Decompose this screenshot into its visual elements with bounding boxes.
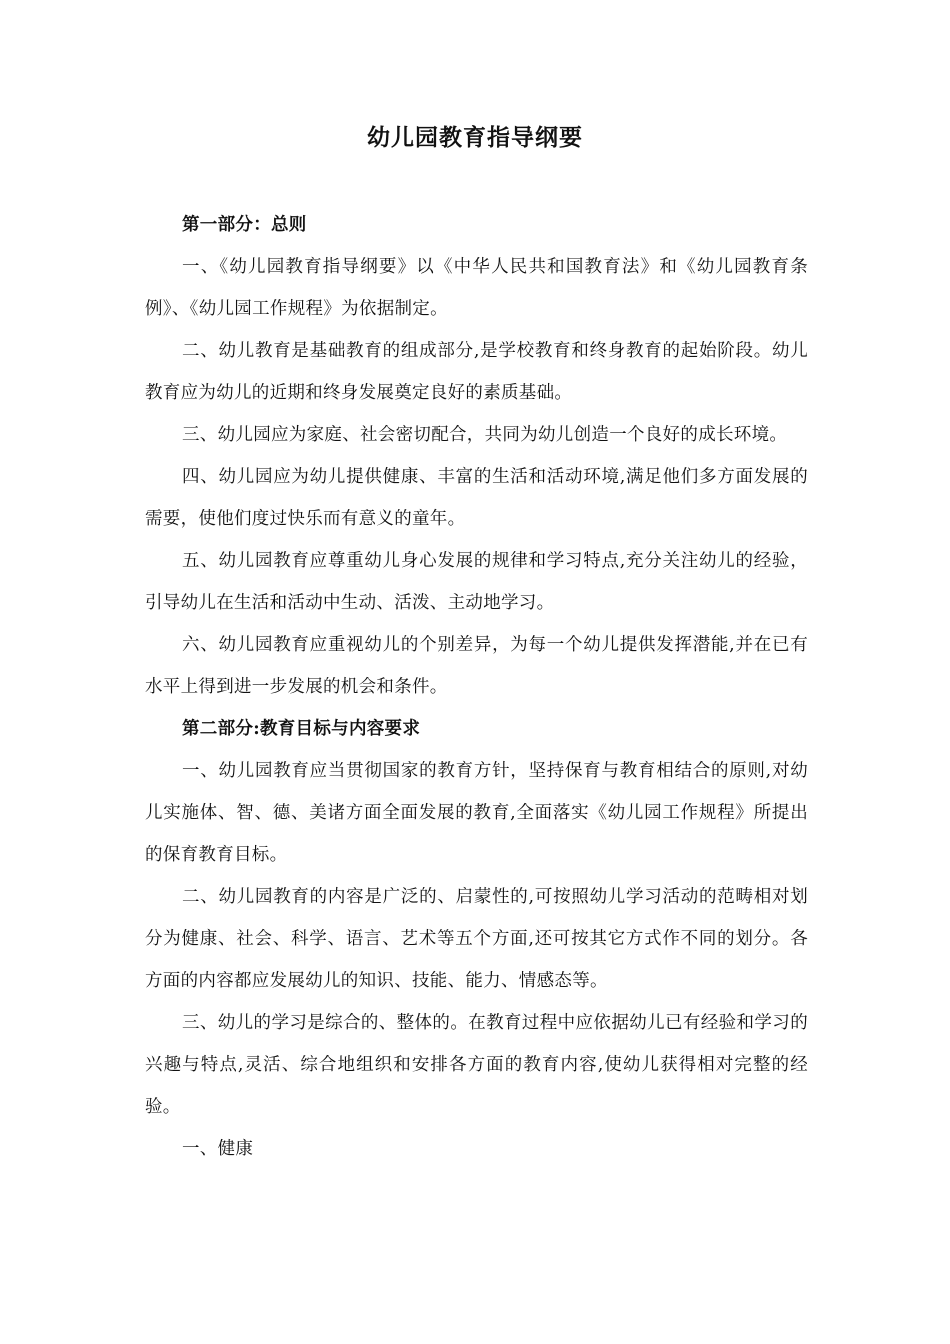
paragraph: 一、幼儿园教育应当贯彻国家的教育方针，坚持保育与教育相结合的原则,对幼儿实施体、智、德、美诸方面全面发展的教育,全面落实《幼儿园工作规程》所提出的保育教育目标。: [145, 761, 808, 865]
paragraph: 三、幼儿园应为家庭、社会密切配合，共同为幼儿创造一个良好的成长环境。: [182, 425, 788, 445]
paragraph: 二、幼儿园教育的内容是广泛的、启蒙性的,可按照幼儿学习活动的范畴相对划分为健康、社会、科学、语言、艺术等五个方面,还可按其它方式作不同的划分。各方面的内容都应发展幼儿的知识、技能、能力、情感态等。: [145, 887, 808, 991]
section-heading-general: 第一部分：总则: [182, 215, 307, 235]
paragraph: 一、健康: [182, 1139, 254, 1159]
paragraph: 三、幼儿的学习是综合的、整体的。在教育过程中应依据幼儿已有经验和学习的兴趣与特点,灵活、综合地组织和安排各方面的教育内容,使幼儿获得相对完整的经验。: [145, 1013, 808, 1117]
paragraph: 六、幼儿园教育应重视幼儿的个别差异，为每一个幼儿提供发挥潜能,并在已有水平上得到进一步发展的机会和条件。: [145, 635, 808, 697]
paragraph: 一、《幼儿园教育指导纲要》以《中华人民共和国教育法》和《幼儿园教育条例》、《幼儿园工作规程》为依据制定。: [145, 257, 808, 319]
paragraph: 二、幼儿教育是基础教育的组成部分,是学校教育和终身教育的起始阶段。幼儿教育应为幼儿的近期和终身发展奠定良好的素质基础。: [145, 341, 808, 403]
paragraph: 五、幼儿园教育应尊重幼儿身心发展的规律和学习特点,充分关注幼儿的经验，引导幼儿在生活和活动中生动、活泼、主动地学习。: [145, 551, 808, 613]
section-heading-goals: 第二部分:教育目标与内容要求: [182, 719, 421, 739]
document-title: 幼儿园教育指导纲要: [367, 124, 583, 151]
document-body: [145, 204, 808, 1170]
paragraph: 四、幼儿园应为幼儿提供健康、丰富的生活和活动环境,满足他们多方面发展的需要，使他们度过快乐而有意义的童年。: [145, 467, 808, 529]
